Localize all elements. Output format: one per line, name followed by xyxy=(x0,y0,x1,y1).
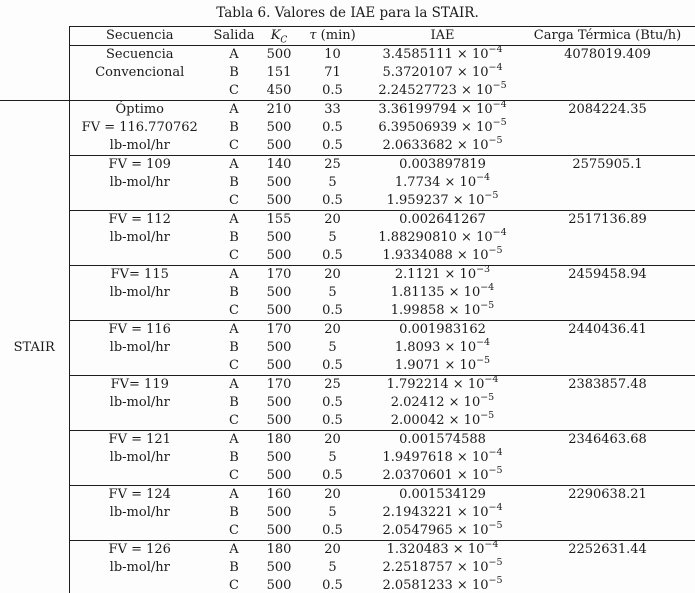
iae-exponent: −5 xyxy=(480,299,495,311)
iae-mantissa: 1.8093 xyxy=(394,340,441,355)
kc-subscript: C xyxy=(280,35,288,46)
iae-mantissa: 1.9071 xyxy=(394,358,441,373)
cell-salida: B xyxy=(229,285,239,300)
iae-exponent: −4 xyxy=(492,226,507,238)
cell-iae xyxy=(365,244,520,266)
cell-carga: 2346463.68 xyxy=(568,432,647,447)
cell-secuencia: FV = 116.770762 xyxy=(69,119,210,137)
iae-times-ten: × 10 xyxy=(456,83,493,98)
cell-tau: 0.5 xyxy=(300,137,365,156)
iae-times-ten: × 10 xyxy=(452,47,489,62)
iae-exponent: −5 xyxy=(488,556,503,568)
cell-tau: 0.5 xyxy=(322,120,343,135)
cell-secuencia: FV= 119 xyxy=(69,376,210,395)
iae-times-ten: × 10 xyxy=(452,65,489,80)
table-row xyxy=(0,247,695,266)
cell-secuencia xyxy=(69,412,210,431)
col-header-kc xyxy=(258,27,300,46)
cell-tau: 5 xyxy=(328,340,337,355)
cell-secuencia: FV = 112 xyxy=(69,211,210,230)
iae-mantissa: 3.36199794 xyxy=(378,102,457,117)
table-row xyxy=(0,522,695,541)
cell-carga: 2084224.35 xyxy=(568,102,647,117)
cell-kc: 500 xyxy=(266,560,292,575)
cell-secuencia: lb-mol/hr xyxy=(69,339,210,357)
iae-times-ten: × 10 xyxy=(452,450,489,465)
cell-secuencia: lb-mol/hr xyxy=(69,137,210,156)
cell-carga: 2459458.94 xyxy=(568,267,647,282)
cell-kc: 170 xyxy=(266,322,292,337)
table-row xyxy=(0,559,695,577)
table-row xyxy=(0,376,695,395)
table-row xyxy=(0,504,695,522)
iae-exponent: −5 xyxy=(492,79,507,91)
cell-iae xyxy=(365,409,520,431)
cell-carga xyxy=(520,357,695,376)
cell-iae xyxy=(365,299,520,321)
cell-kc: 500 xyxy=(258,192,300,211)
cell-secuencia: lb-mol/hr xyxy=(69,174,210,192)
cell-kc: 500 xyxy=(266,285,292,300)
col-header-carga: Carga Térmica (Btu/h) xyxy=(520,27,695,46)
cell-secuencia: FV = 124 xyxy=(69,486,210,505)
cell-tau: 0.5 xyxy=(300,302,365,321)
cell-salida: B xyxy=(229,120,239,135)
cell-salida: A xyxy=(229,267,239,282)
cell-salida: C xyxy=(210,467,258,486)
table-row xyxy=(0,486,695,505)
cell-secuencia xyxy=(69,357,210,376)
cell-carga: 2383857.48 xyxy=(568,377,647,392)
cell-tau: 33 xyxy=(324,102,341,117)
cell-tau: 0.5 xyxy=(300,82,365,101)
cell-carga xyxy=(520,82,695,101)
cell-tau: 5 xyxy=(328,450,337,465)
iae-exponent: −4 xyxy=(476,171,491,183)
iae-exponent: −5 xyxy=(480,409,495,421)
cell-carga xyxy=(520,504,695,522)
cell-tau: 5 xyxy=(328,230,337,245)
cell-kc: 500 xyxy=(266,395,292,410)
cell-iae xyxy=(365,189,520,211)
iae-exponent: −5 xyxy=(488,519,503,531)
cell-salida: A xyxy=(229,157,239,172)
iae-exponent: −4 xyxy=(488,446,503,458)
cell-tau: 25 xyxy=(324,377,341,392)
cell-tau: 5 xyxy=(328,285,337,300)
iae-times-ten: × 10 xyxy=(456,230,493,245)
cell-iae xyxy=(365,134,520,156)
cell-salida: A xyxy=(229,487,239,502)
iae-mantissa: 0.002641267 xyxy=(399,212,486,227)
table-row xyxy=(0,229,695,247)
cell-carga xyxy=(520,174,695,192)
cell-carga xyxy=(520,229,695,247)
col-header-iae: IAE xyxy=(365,27,520,46)
cell-salida: C xyxy=(210,522,258,541)
cell-salida: B xyxy=(229,395,239,410)
cell-secuencia: lb-mol/hr xyxy=(69,504,210,522)
table-row xyxy=(0,577,695,593)
cell-tau: 25 xyxy=(324,157,341,172)
cell-salida: B xyxy=(229,560,239,575)
cell-secuencia: FV = 121 xyxy=(69,431,210,450)
cell-carga: 2575905.1 xyxy=(572,157,643,172)
iae-exponent: −4 xyxy=(480,281,495,293)
cell-carga: 2440436.41 xyxy=(568,322,647,337)
col-header-secuencia: Secuencia xyxy=(69,27,210,46)
cell-salida: B xyxy=(229,340,239,355)
iae-times-ten: × 10 xyxy=(452,578,489,593)
table-row xyxy=(0,541,695,560)
cell-iae xyxy=(365,354,520,376)
cell-carga xyxy=(520,284,695,302)
cell-salida: A xyxy=(229,377,239,392)
table-row xyxy=(0,302,695,321)
iae-exponent: −5 xyxy=(488,574,503,586)
iae-exponent: −4 xyxy=(476,336,491,348)
cell-kc: 140 xyxy=(266,157,292,172)
cell-tau: 0.5 xyxy=(300,522,365,541)
iae-mantissa: 1.88290810 xyxy=(378,230,457,245)
table-row xyxy=(0,137,695,156)
iae-times-ten: × 10 xyxy=(456,102,493,117)
cell-kc: 500 xyxy=(266,450,292,465)
cell-secuencia xyxy=(69,192,210,211)
table-row xyxy=(0,46,695,65)
table-row xyxy=(0,431,695,450)
group-header-cell xyxy=(0,27,69,46)
header-row xyxy=(0,27,695,46)
cell-salida: A xyxy=(229,542,239,557)
cell-secuencia: lb-mol/hr xyxy=(69,229,210,247)
col-header-tau xyxy=(300,27,365,46)
iae-mantissa: 5.3720107 xyxy=(382,65,453,80)
table-row xyxy=(0,412,695,431)
cell-salida: B xyxy=(229,450,239,465)
cell-salida: B xyxy=(229,65,239,80)
table-row xyxy=(0,284,695,302)
cell-secuencia: FV = 109 xyxy=(69,156,210,175)
iae-exponent: −4 xyxy=(484,373,499,385)
cell-carga xyxy=(520,577,695,593)
table-row xyxy=(0,211,695,230)
iae-mantissa: 1.7734 xyxy=(394,175,441,190)
cell-iae xyxy=(365,156,520,175)
cell-secuencia xyxy=(69,522,210,541)
cell-secuencia: FV= 115 xyxy=(69,266,210,285)
iae-mantissa: 2.0581233 xyxy=(382,578,453,593)
cell-kc: 170 xyxy=(266,267,292,282)
cell-tau: 0.5 xyxy=(300,412,365,431)
cell-salida: C xyxy=(210,82,258,101)
iae-mantissa: 2.02412 xyxy=(390,395,445,410)
cell-kc: 155 xyxy=(266,212,292,227)
cell-iae xyxy=(365,79,520,101)
cell-tau: 71 xyxy=(324,65,341,80)
table-row xyxy=(0,174,695,192)
cell-secuencia: FV = 126 xyxy=(69,541,210,560)
cell-secuencia xyxy=(69,467,210,486)
cell-secuencia xyxy=(69,302,210,321)
iae-times-ten: × 10 xyxy=(452,523,489,538)
cell-carga xyxy=(520,339,695,357)
cell-kc: 500 xyxy=(266,505,292,520)
iae-mantissa: 0.001534129 xyxy=(399,487,486,502)
cell-tau: 20 xyxy=(324,212,341,227)
cell-tau: 0.5 xyxy=(300,467,365,486)
cell-kc: 500 xyxy=(266,47,292,62)
iae-times-ten: × 10 xyxy=(444,413,481,428)
cell-carga: 2252631.44 xyxy=(568,542,647,557)
iae-times-ten: × 10 xyxy=(452,138,489,153)
table-row xyxy=(0,357,695,376)
table-row xyxy=(0,119,695,137)
table-row xyxy=(0,64,695,82)
cell-iae xyxy=(365,464,520,486)
cell-tau: 0.5 xyxy=(300,577,365,593)
cell-salida: C xyxy=(210,357,258,376)
cell-carga xyxy=(520,559,695,577)
table-row xyxy=(0,101,695,120)
tau-unit: (min) xyxy=(316,28,356,43)
iae-mantissa: 0.003897819 xyxy=(399,157,486,172)
cell-kc: 500 xyxy=(258,467,300,486)
cell-kc: 170 xyxy=(266,377,292,392)
iae-mantissa: 2.2518757 xyxy=(382,560,453,575)
iae-mantissa: 2.0370601 xyxy=(382,468,453,483)
cell-carga xyxy=(520,119,695,137)
cell-tau: 5 xyxy=(328,505,337,520)
cell-secuencia: Secuencia xyxy=(69,46,210,65)
cell-salida: A xyxy=(229,102,239,117)
cell-salida: A xyxy=(229,212,239,227)
iae-times-ten: × 10 xyxy=(452,560,489,575)
iae-times-ten: × 10 xyxy=(440,175,477,190)
iae-times-ten: × 10 xyxy=(456,120,493,135)
cell-tau: 5 xyxy=(328,175,337,190)
iae-mantissa: 1.99858 xyxy=(390,303,445,318)
cell-tau: 0.5 xyxy=(300,357,365,376)
cell-iae xyxy=(365,321,520,340)
iae-times-ten: × 10 xyxy=(452,248,489,263)
iae-table xyxy=(0,26,695,593)
cell-kc: 500 xyxy=(258,577,300,593)
cell-kc: 500 xyxy=(258,412,300,431)
table-row xyxy=(0,192,695,211)
iae-mantissa: 2.1943221 xyxy=(382,505,453,520)
cell-carga xyxy=(520,302,695,321)
table-row xyxy=(0,156,695,175)
iae-exponent: −5 xyxy=(488,134,503,146)
iae-mantissa: 1.320483 xyxy=(386,542,449,557)
group-cell-stair xyxy=(0,101,69,593)
cell-tau: 20 xyxy=(324,322,341,337)
iae-mantissa: 0.001574588 xyxy=(399,432,486,447)
table-row xyxy=(0,321,695,340)
iae-exponent: −4 xyxy=(484,538,499,550)
cell-salida: B xyxy=(229,505,239,520)
iae-mantissa: 1.9497618 xyxy=(382,450,453,465)
cell-kc: 500 xyxy=(258,522,300,541)
cell-kc: 500 xyxy=(266,175,292,190)
iae-exponent: −4 xyxy=(488,43,503,55)
cell-tau: 0.5 xyxy=(322,395,343,410)
iae-exponent: −5 xyxy=(488,244,503,256)
cell-tau: 0.5 xyxy=(300,247,365,266)
cell-salida: C xyxy=(210,412,258,431)
iae-exponent: −5 xyxy=(488,464,503,476)
cell-salida: A xyxy=(229,432,239,447)
cell-secuencia: lb-mol/hr xyxy=(69,394,210,412)
cell-secuencia: lb-mol/hr xyxy=(69,284,210,302)
iae-exponent: −5 xyxy=(492,116,507,128)
iae-times-ten: × 10 xyxy=(448,193,485,208)
cell-kc: 500 xyxy=(258,302,300,321)
cell-kc: 500 xyxy=(258,357,300,376)
iae-exponent: −5 xyxy=(480,391,495,403)
group-label-stair: STAIR xyxy=(13,340,55,355)
cell-salida: B xyxy=(229,175,239,190)
cell-iae xyxy=(365,391,520,412)
cell-carga xyxy=(520,522,695,541)
iae-times-ten: × 10 xyxy=(444,395,481,410)
iae-exponent: −4 xyxy=(492,98,507,110)
cell-carga xyxy=(520,412,695,431)
cell-salida: B xyxy=(229,230,239,245)
cell-iae xyxy=(365,373,520,395)
cell-salida: C xyxy=(210,137,258,156)
col-header-salida: Salida xyxy=(210,27,258,46)
cell-secuencia xyxy=(69,82,210,101)
cell-secuencia xyxy=(69,577,210,593)
cell-secuencia: Convencional xyxy=(69,64,210,82)
iae-times-ten: × 10 xyxy=(452,468,489,483)
iae-times-ten: × 10 xyxy=(440,267,477,282)
cell-kc: 500 xyxy=(266,230,292,245)
iae-mantissa: 2.00042 xyxy=(390,413,445,428)
cell-salida: C xyxy=(210,192,258,211)
iae-mantissa: 1.9334088 xyxy=(382,248,453,263)
cell-kc: 500 xyxy=(266,120,292,135)
iae-mantissa: 2.0547965 xyxy=(382,523,453,538)
cell-carga: 4078019.409 xyxy=(564,47,651,62)
cell-kc: 500 xyxy=(266,340,292,355)
cell-carga xyxy=(520,394,695,412)
iae-mantissa: 6.39506939 xyxy=(378,120,457,135)
cell-iae xyxy=(365,263,520,285)
cell-kc: 151 xyxy=(266,65,292,80)
iae-mantissa: 2.0633682 xyxy=(382,138,453,153)
cell-iae xyxy=(365,336,520,357)
table-row xyxy=(0,467,695,486)
cell-iae xyxy=(365,519,520,541)
cell-carga xyxy=(520,449,695,467)
iae-exponent: −5 xyxy=(476,354,491,366)
cell-kc: 500 xyxy=(258,137,300,156)
iae-exponent: −3 xyxy=(476,263,491,275)
cell-iae xyxy=(365,281,520,302)
iae-mantissa: 3.4585111 xyxy=(382,47,453,62)
table-row xyxy=(0,82,695,101)
table-row xyxy=(0,339,695,357)
cell-carga xyxy=(520,467,695,486)
iae-mantissa: 1.81135 xyxy=(390,285,445,300)
table-row xyxy=(0,266,695,285)
cell-kc: 450 xyxy=(258,82,300,101)
cell-tau: 20 xyxy=(324,432,341,447)
iae-mantissa: 2.24527723 xyxy=(378,83,457,98)
cell-carga xyxy=(520,64,695,82)
cell-carga xyxy=(520,247,695,266)
iae-times-ten: × 10 xyxy=(440,340,477,355)
cell-tau: 5 xyxy=(328,560,337,575)
cell-secuencia: lb-mol/hr xyxy=(69,559,210,577)
table-row xyxy=(0,394,695,412)
iae-times-ten: × 10 xyxy=(440,358,477,373)
table-row xyxy=(0,449,695,467)
iae-mantissa: 2.1121 xyxy=(394,267,441,282)
iae-times-ten: × 10 xyxy=(444,285,481,300)
cell-kc: 210 xyxy=(266,102,292,117)
iae-times-ten: × 10 xyxy=(444,303,481,318)
iae-times-ten: × 10 xyxy=(448,377,485,392)
cell-tau: 0.5 xyxy=(300,192,365,211)
table-caption: Tabla 6. Valores de IAE para la STAIR. xyxy=(216,5,479,21)
cell-tau: 10 xyxy=(324,47,341,62)
cell-carga: 2290638.21 xyxy=(568,487,647,502)
cell-carga: 2517136.89 xyxy=(568,212,647,227)
iae-mantissa: 1.792214 xyxy=(386,377,449,392)
iae-exponent: −5 xyxy=(484,189,499,201)
cell-salida: C xyxy=(210,247,258,266)
iae-mantissa: 0.001983162 xyxy=(399,322,486,337)
cell-tau: 20 xyxy=(324,487,341,502)
iae-mantissa: 1.959237 xyxy=(386,193,449,208)
cell-carga xyxy=(520,192,695,211)
cell-kc: 180 xyxy=(266,432,292,447)
cell-salida: C xyxy=(210,302,258,321)
cell-kc: 160 xyxy=(266,487,292,502)
iae-exponent: −4 xyxy=(488,501,503,513)
cell-tau: 20 xyxy=(324,267,341,282)
cell-secuencia: lb-mol/hr xyxy=(69,449,210,467)
cell-carga xyxy=(520,137,695,156)
iae-exponent: −4 xyxy=(488,61,503,73)
cell-salida: A xyxy=(229,322,239,337)
iae-times-ten: × 10 xyxy=(448,542,485,557)
iae-times-ten: × 10 xyxy=(452,505,489,520)
cell-secuencia xyxy=(69,247,210,266)
cell-tau: 20 xyxy=(324,542,341,557)
cell-secuencia: Óptimo xyxy=(69,101,210,120)
cell-salida: A xyxy=(229,47,239,62)
cell-kc: 500 xyxy=(258,247,300,266)
kc-symbol: K xyxy=(270,28,281,43)
cell-iae xyxy=(365,574,520,593)
cell-secuencia: FV = 116 xyxy=(69,321,210,340)
cell-salida: C xyxy=(210,577,258,593)
group-cell-convencional xyxy=(0,46,69,101)
cell-kc: 180 xyxy=(266,542,292,557)
tau-symbol: τ xyxy=(309,28,317,43)
